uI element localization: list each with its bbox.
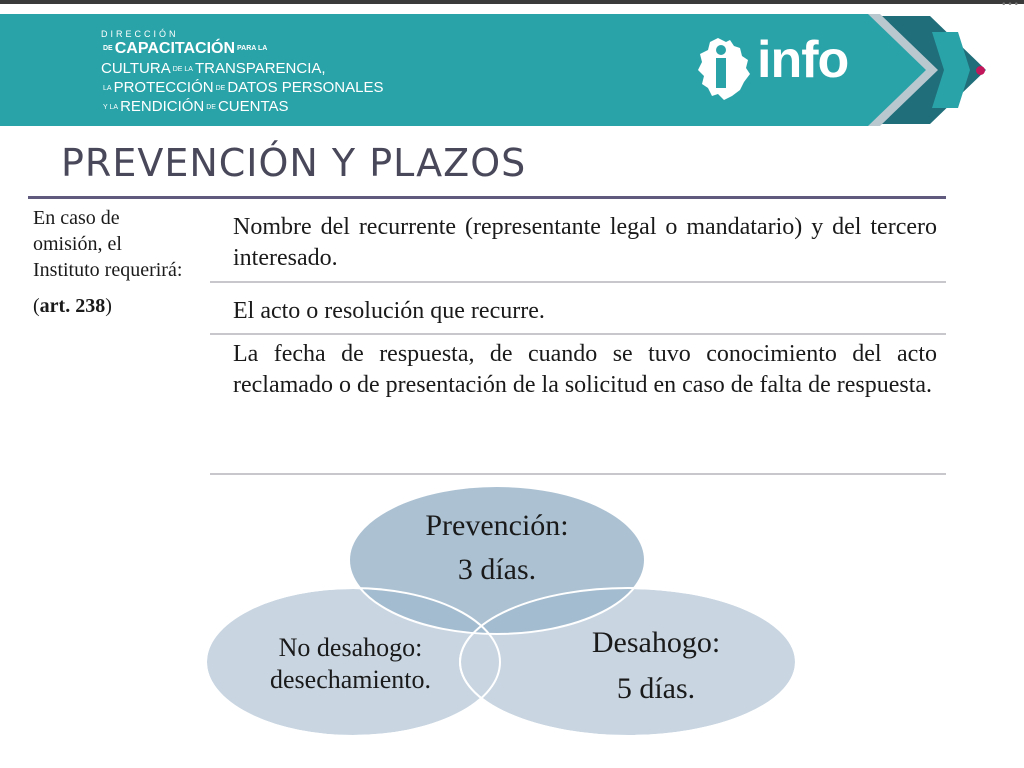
left-cell-text: En caso de omisión, el Instituto requerirá: bbox=[33, 207, 183, 281]
table-row-2: El acto o resolución que recurre. bbox=[233, 298, 545, 324]
page-title: PREVENCIÓN Y PLAZOS bbox=[61, 141, 527, 185]
info-logo-text: info bbox=[757, 31, 849, 89]
brand-line-3: CULTURA DE LA TRANSPARENCIA, bbox=[101, 60, 326, 77]
venn-label-top: Prevención: 3 días. bbox=[425, 509, 569, 586]
venn-label-right: Desahogo: 5 días. bbox=[591, 626, 721, 705]
brand-line-5: Y LA RENDICIÓN DE CUENTAS bbox=[103, 98, 289, 115]
window-dots: ••• bbox=[1001, 0, 1020, 10]
venn-label-left: No desahogo: desechamiento. bbox=[270, 633, 431, 694]
article-reference: (art. 238) bbox=[33, 295, 112, 317]
brand-line-1: DIRECCIÓN bbox=[101, 29, 179, 39]
table-row-1: Nombre del recurrente (representante legal o mandatario) y del tercero interesado. bbox=[233, 214, 937, 271]
brand-line-2: DE CAPACITACIÓN PARA LA bbox=[103, 40, 268, 57]
table-row-3: La fecha de respuesta, de cuando se tuvo conocimiento del acto reclamado o de presentación de la solicitud en caso de falta de respuesta. bbox=[233, 341, 937, 398]
brand-line-4: LA PROTECCIÓN DE DATOS PERSONALES bbox=[103, 79, 384, 96]
